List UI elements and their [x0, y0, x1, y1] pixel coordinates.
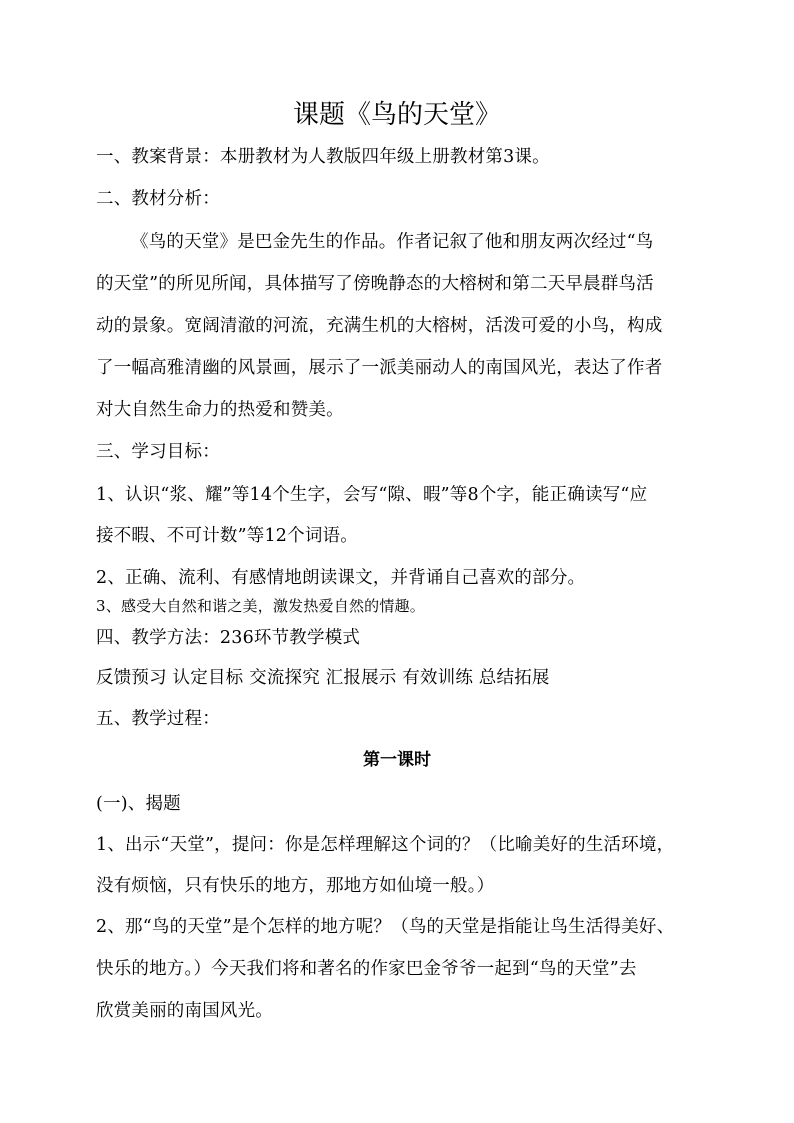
objectives-heading: 三、学习目标： — [96, 442, 220, 462]
analysis-paragraph-line: 《鸟的天堂》是巴金先生的作品。作者记叙了他和朋友两次经过“鸟 — [131, 232, 654, 252]
method-steps: 反馈预习 认定目标 交流探究 汇报展示 有效训练 总结拓展 — [96, 668, 550, 688]
process-line: 快乐的地方。）今天我们将和著名的作家巴金爷爷一起到“鸟的天堂”去 — [96, 959, 637, 979]
analysis-paragraph-line: 对大自然生命力的热爱和赞美。 — [96, 400, 344, 420]
process-line: 欣赏美丽的南国风光。 — [96, 1001, 273, 1021]
background-line: 一、教案背景：本册教材为人教版四年级上册教材第3课。 — [96, 147, 550, 167]
objective-line: 接不暇、不可计数”等12个词语。 — [96, 526, 358, 546]
process-line: 1、出示“天堂”，提问：你是怎样理解这个词的？（比喻美好的生活环境， — [96, 835, 675, 855]
objective-line: 3、感受大自然和谐之美，激发热爱自然的情趣。 — [96, 597, 425, 615]
section-heading: 第一课时 — [363, 750, 431, 770]
process-line: 2、那“鸟的天堂”是个怎样的地方呢？（鸟的天堂是指能让鸟生活得美好、 — [96, 917, 675, 937]
analysis-heading: 二、教材分析： — [96, 189, 220, 209]
process-heading: 五、教学过程： — [96, 709, 220, 729]
analysis-paragraph-line: 动的景象。宽阔清澈的河流，充满生机的大榕树，活泼可爱的小鸟，构成 — [96, 316, 663, 336]
objective-line: 1、认识“浆、耀”等14个生字，会写“隙、暇”等8个字，能正确读写“应 — [96, 485, 648, 505]
document-title: 课题《鸟的天堂》 — [292, 100, 501, 130]
process-line: 没有烦恼，只有快乐的地方，那地方如仙境一般。） — [96, 876, 495, 896]
objective-line: 2、正确、流利、有感情地朗读课文，并背诵自己喜欢的部分。 — [96, 568, 586, 588]
method-heading: 四、教学方法：236环节教学模式 — [96, 628, 361, 648]
analysis-paragraph-line: 的天堂”的所见所闻，具体描写了傍晚静态的大榕树和第二天早晨群鸟活 — [96, 274, 654, 294]
subsection-heading: (一)、揭题 — [96, 794, 181, 814]
analysis-paragraph-line: 了一幅高雅清幽的风景画，展示了一派美丽动人的南国风光，表达了作者 — [96, 358, 663, 378]
